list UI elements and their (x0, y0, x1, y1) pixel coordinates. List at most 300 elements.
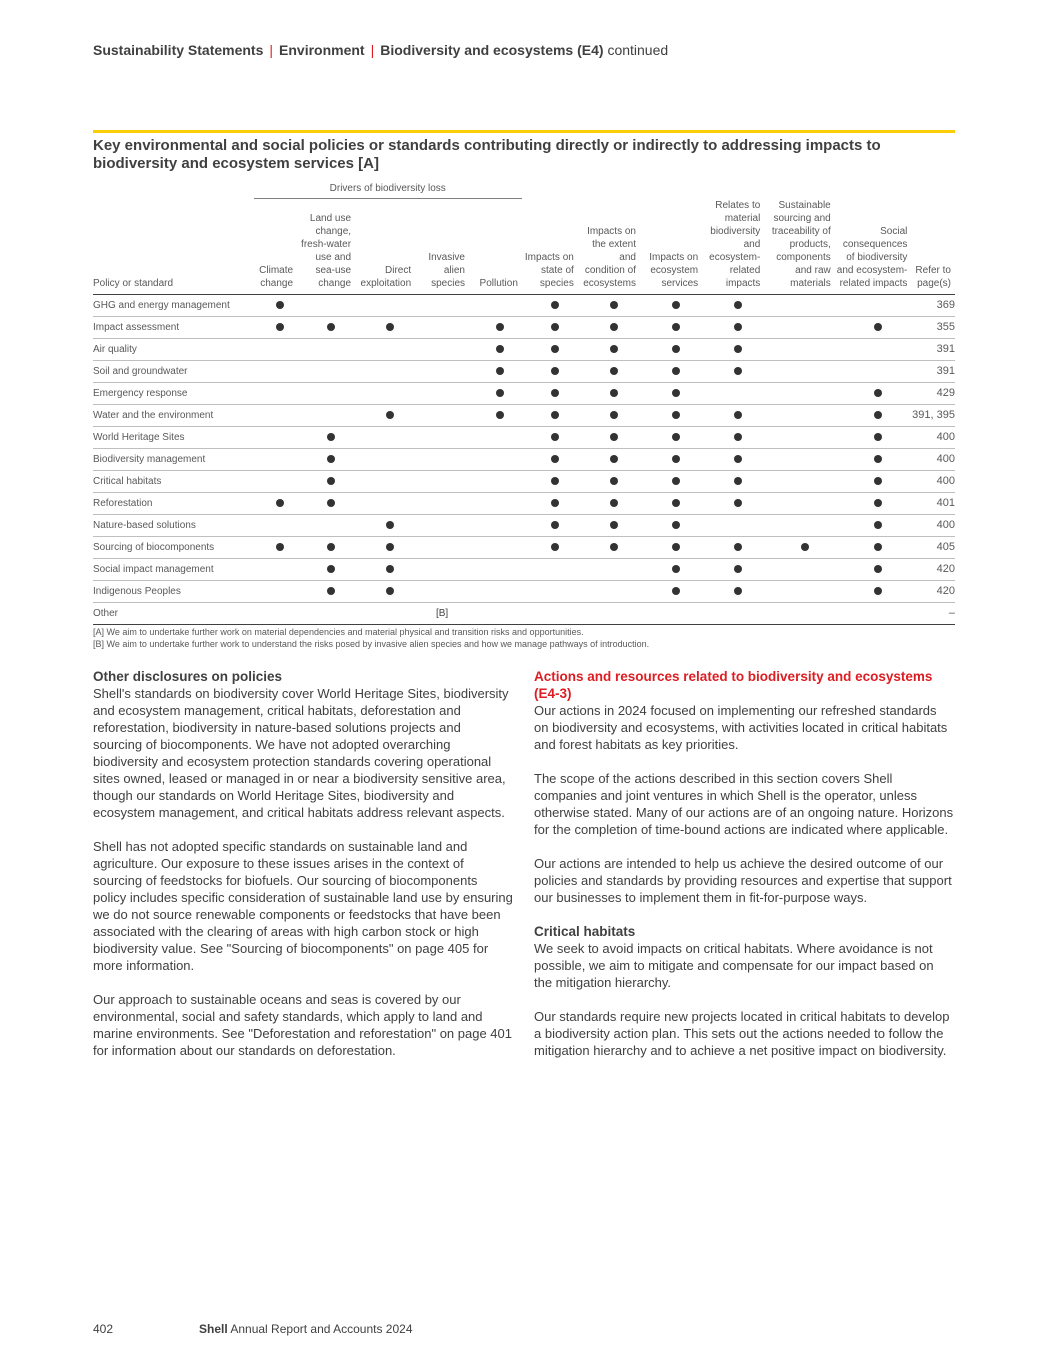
table-cell (640, 316, 702, 338)
table-cell (415, 514, 469, 536)
bullet-dot-icon (551, 521, 559, 529)
table-cell (469, 514, 522, 536)
table-cell (835, 536, 912, 558)
bullet-dot-icon (672, 433, 680, 441)
table-cell (297, 448, 355, 470)
bullet-dot-icon (874, 499, 882, 507)
bullet-dot-icon (386, 411, 394, 419)
table-cell (297, 404, 355, 426)
bullet-dot-icon (327, 433, 335, 441)
table-cell (415, 294, 469, 316)
table-cell (578, 382, 640, 404)
table-cell (355, 470, 415, 492)
page-reference: 391 (911, 360, 955, 382)
page-reference: 355 (911, 316, 955, 338)
table-cell (764, 558, 834, 580)
table-cell (835, 580, 912, 602)
table-cell (522, 558, 578, 580)
bullet-dot-icon (874, 587, 882, 595)
bullet-dot-icon (327, 587, 335, 595)
table-cell (297, 294, 355, 316)
table-cell (469, 426, 522, 448)
table-cell (522, 580, 578, 602)
breadcrumb-continued: continued (607, 42, 669, 58)
bullet-dot-icon (874, 521, 882, 529)
brand-name: Shell (199, 1322, 228, 1336)
bullet-dot-icon (551, 543, 559, 551)
table-cell (522, 536, 578, 558)
bullet-dot-icon (610, 521, 618, 529)
page-reference: 401 (911, 492, 955, 514)
paragraph: Our actions are intended to help us achieve the desired outcome of our policies and standards by providing resources and expertise that support our businesses to implement them in fit-for-purpose ways. (534, 856, 952, 905)
policy-name: Sourcing of biocomponents (93, 536, 254, 558)
table-cell (702, 492, 764, 514)
bullet-dot-icon (386, 565, 394, 573)
table-title: Key environmental and social policies or standards contributing directly or indirectly to addressing impacts to biodiversity and ecosystem services [A] (93, 137, 881, 172)
table-cell (702, 316, 764, 338)
table-cell (702, 470, 764, 492)
table-cell (522, 492, 578, 514)
table-cell (469, 382, 522, 404)
table-cell (297, 558, 355, 580)
table-cell (640, 294, 702, 316)
table-cell (254, 470, 298, 492)
bullet-dot-icon (672, 565, 680, 573)
bullet-dot-icon (734, 323, 742, 331)
table-cell (469, 536, 522, 558)
page-reference: 420 (911, 558, 955, 580)
table-cell (764, 382, 834, 404)
table-cell (522, 426, 578, 448)
table-cell (415, 470, 469, 492)
bullet-dot-icon (551, 301, 559, 309)
table-cell (764, 360, 834, 382)
column-header: Direct exploitation (355, 199, 415, 295)
section-heading-policies: Other disclosures on policies (93, 669, 283, 684)
table-row (93, 558, 955, 580)
paragraph: Our standards require new projects located in critical habitats to develop a biodiversity action plan. This sets out the actions needed to follow the mitigation hierarchy and to achieve a net positive impact on biodiversity. (534, 1009, 950, 1058)
bullet-dot-icon (874, 433, 882, 441)
bullet-dot-icon (386, 587, 394, 595)
table-cell (522, 448, 578, 470)
table-row (93, 514, 955, 536)
policy-name: Other (93, 602, 254, 624)
table-cell (702, 536, 764, 558)
table-cell (469, 602, 522, 624)
table-cell (415, 360, 469, 382)
bullet-dot-icon (551, 499, 559, 507)
column-header: Relates to material biodiversity and ecosystem-related impacts (702, 199, 764, 295)
table-cell (764, 338, 834, 360)
breadcrumb-separator: | (370, 42, 375, 58)
bullet-dot-icon (610, 477, 618, 485)
policies-table (93, 182, 955, 625)
page-reference: 400 (911, 448, 955, 470)
policy-name: Air quality (93, 338, 254, 360)
page-reference: 400 (911, 426, 955, 448)
policy-name: Soil and groundwater (93, 360, 254, 382)
column-header: Invasive alien species (415, 199, 469, 295)
footnote-a: [A] We aim to undertake further work on material dependencies and material physical and transition risks and opportunities. (93, 627, 584, 637)
table-cell (702, 448, 764, 470)
table-cell (415, 580, 469, 602)
table-cell (415, 382, 469, 404)
table-cell (764, 426, 834, 448)
table-cell (702, 602, 764, 624)
table-cell (640, 580, 702, 602)
table-cell (254, 338, 298, 360)
table-cell (415, 536, 469, 558)
table-cell (764, 448, 834, 470)
table-cell (297, 602, 355, 624)
bullet-dot-icon (551, 433, 559, 441)
policy-name: Critical habitats (93, 470, 254, 492)
table-cell (640, 514, 702, 536)
table-row (93, 580, 955, 602)
table-cell (254, 316, 298, 338)
table-cell (702, 338, 764, 360)
table-cell (640, 338, 702, 360)
bullet-dot-icon (551, 477, 559, 485)
table-cell (469, 492, 522, 514)
bullet-dot-icon (327, 455, 335, 463)
table-cell (254, 294, 298, 316)
table-cell (578, 360, 640, 382)
table-cell (578, 338, 640, 360)
table-cell (702, 404, 764, 426)
page-reference: 400 (911, 470, 955, 492)
table-cell (522, 382, 578, 404)
table-row (93, 470, 955, 492)
table-cell (355, 426, 415, 448)
table-cell (254, 602, 298, 624)
bullet-dot-icon (801, 543, 809, 551)
bullet-dot-icon (276, 301, 284, 309)
table-cell (355, 580, 415, 602)
table-cell (640, 492, 702, 514)
column-header: Refer to page(s) (911, 199, 955, 295)
table-cell (355, 294, 415, 316)
table-cell (578, 470, 640, 492)
table-cell (254, 580, 298, 602)
table-cell (640, 536, 702, 558)
table-cell (835, 602, 912, 624)
bullet-dot-icon (672, 345, 680, 353)
table-cell (415, 558, 469, 580)
table-cell (522, 294, 578, 316)
policy-name: Emergency response (93, 382, 254, 404)
table-cell (578, 558, 640, 580)
column-header: Impacts on state of species (522, 199, 578, 295)
drivers-group-header: Drivers of biodiversity loss (254, 182, 522, 199)
table-cell (415, 492, 469, 514)
table-cell (254, 492, 298, 514)
table-cell (355, 492, 415, 514)
table-cell (297, 470, 355, 492)
bullet-dot-icon (734, 411, 742, 419)
table-cell (297, 492, 355, 514)
bullet-dot-icon (551, 455, 559, 463)
bullet-dot-icon (327, 323, 335, 331)
table-cell (835, 448, 912, 470)
table-cell (702, 514, 764, 536)
bullet-dot-icon (496, 389, 504, 397)
bullet-dot-icon (734, 587, 742, 595)
page-number: 402 (93, 1322, 114, 1336)
table-cell (469, 360, 522, 382)
table-row (93, 492, 955, 514)
breadcrumb-separator: | (269, 42, 274, 58)
bullet-dot-icon (734, 477, 742, 485)
paragraph: Our approach to sustainable oceans and seas is covered by our environmental, social and safety standards, which apply to land and marine environments. See "Deforestation and reforestation" on page 401 for information about our standards on deforestation. (93, 992, 512, 1058)
table-cell (835, 514, 912, 536)
bullet-dot-icon (551, 389, 559, 397)
table-row (93, 426, 955, 448)
table-cell (415, 404, 469, 426)
bullet-dot-icon (874, 565, 882, 573)
table-cell (254, 558, 298, 580)
bullet-dot-icon (672, 301, 680, 309)
table-cell (702, 580, 764, 602)
page-reference: 420 (911, 580, 955, 602)
table-cell (835, 316, 912, 338)
table-cell (254, 536, 298, 558)
right-column (534, 668, 954, 1076)
bullet-dot-icon (496, 345, 504, 353)
table-cell (297, 360, 355, 382)
report-title: Annual Report and Accounts 2024 (230, 1322, 413, 1336)
table-cell (355, 558, 415, 580)
table-cell (254, 514, 298, 536)
table-cell (355, 448, 415, 470)
table-cell (254, 382, 298, 404)
table-cell (835, 470, 912, 492)
table-cell (835, 382, 912, 404)
table-header-row (93, 199, 955, 295)
table-cell (355, 338, 415, 360)
paragraph: We seek to avoid impacts on critical habitats. Where avoidance is not possible, we aim to mitigate and compensate for our impact based on the mitigation hierarchy. (534, 941, 934, 990)
table-cell (297, 514, 355, 536)
table-cell (578, 426, 640, 448)
table-cell (469, 404, 522, 426)
bullet-dot-icon (734, 367, 742, 375)
table-cell (764, 580, 834, 602)
table-cell (355, 602, 415, 624)
bullet-dot-icon (386, 543, 394, 551)
page-reference: – (911, 602, 955, 624)
table-cell (469, 448, 522, 470)
table-cell (415, 426, 469, 448)
bullet-dot-icon (496, 323, 504, 331)
table-cell (640, 558, 702, 580)
table-cell (254, 426, 298, 448)
table-cell (469, 338, 522, 360)
page-reference: 391, 395 (911, 404, 955, 426)
policy-name: Biodiversity management (93, 448, 254, 470)
table-cell (578, 602, 640, 624)
bullet-dot-icon (276, 543, 284, 551)
bullet-dot-icon (610, 389, 618, 397)
table-cell (578, 316, 640, 338)
table-footnotes (93, 626, 955, 650)
bullet-dot-icon (551, 323, 559, 331)
table-cell (522, 470, 578, 492)
table-cell (835, 558, 912, 580)
table-cell (764, 514, 834, 536)
bullet-dot-icon (610, 455, 618, 463)
table-row (93, 338, 955, 360)
policy-name: Social impact management (93, 558, 254, 580)
table-cell (640, 448, 702, 470)
bullet-dot-icon (672, 477, 680, 485)
table-cell (415, 316, 469, 338)
bullet-dot-icon (610, 543, 618, 551)
bullet-dot-icon (610, 411, 618, 419)
table-cell (522, 360, 578, 382)
table-cell (522, 602, 578, 624)
table-cell (254, 448, 298, 470)
policy-name: Impact assessment (93, 316, 254, 338)
policy-name: Indigenous Peoples (93, 580, 254, 602)
bullet-dot-icon (276, 499, 284, 507)
bullet-dot-icon (327, 499, 335, 507)
bullet-dot-icon (672, 587, 680, 595)
bullet-dot-icon (386, 521, 394, 529)
bullet-dot-icon (610, 323, 618, 331)
breadcrumb-sustainability[interactable]: Sustainability Statements (93, 42, 264, 58)
table-cell (355, 404, 415, 426)
bullet-dot-icon (672, 455, 680, 463)
page-reference: 369 (911, 294, 955, 316)
table-cell (578, 492, 640, 514)
left-column (93, 668, 513, 1076)
table-cell (578, 536, 640, 558)
table-cell (415, 448, 469, 470)
table-cell (640, 404, 702, 426)
table-cell (578, 448, 640, 470)
column-header: Sustainable sourcing and traceability of products, components and raw materials (764, 199, 834, 295)
paragraph: Our actions in 2024 focused on implementing our refreshed standards on biodiversity and ecosystems, with activities located in critical habitats and forest habitats as key priorities. (534, 703, 948, 752)
column-header: Impacts on the extent and condition of ecosystems (578, 199, 640, 295)
table-row (93, 602, 955, 624)
table-cell (835, 338, 912, 360)
bullet-dot-icon (610, 499, 618, 507)
table-cell (254, 360, 298, 382)
table-cell (415, 602, 469, 624)
breadcrumb-environment[interactable]: Environment (279, 42, 365, 58)
table-row (93, 360, 955, 382)
bullet-dot-icon (734, 565, 742, 573)
table-cell (469, 470, 522, 492)
table-cell (764, 602, 834, 624)
bullet-dot-icon (610, 433, 618, 441)
table-cell (469, 316, 522, 338)
paragraph: The scope of the actions described in this section covers Shell companies and joint ventures in which Shell is the operator, unless otherwise stated. Many of our actions are of an ongoing nature. Horizons for the completion of time-bound actions are indicated where applicable. (534, 771, 954, 837)
breadcrumb (93, 42, 668, 58)
table-cell (355, 316, 415, 338)
table-cell (764, 404, 834, 426)
table-cell (297, 316, 355, 338)
table-cell (764, 492, 834, 514)
bullet-dot-icon (734, 433, 742, 441)
bullet-dot-icon (734, 301, 742, 309)
table-cell (640, 360, 702, 382)
breadcrumb-biodiversity[interactable]: Biodiversity and ecosystems (E4) (380, 42, 604, 58)
table-cell (355, 360, 415, 382)
policy-name: Reforestation (93, 492, 254, 514)
column-header: Land use change, fresh-water use and sea-use change (297, 199, 355, 295)
table-cell (764, 294, 834, 316)
bullet-dot-icon (734, 345, 742, 353)
bullet-dot-icon (734, 543, 742, 551)
table-cell (578, 404, 640, 426)
column-header: Climate change (254, 199, 298, 295)
table-cell (702, 360, 764, 382)
bullet-dot-icon (874, 543, 882, 551)
bullet-dot-icon (672, 389, 680, 397)
table-cell (640, 426, 702, 448)
column-header: Impacts on ecosystem services (640, 199, 702, 295)
table-cell (835, 426, 912, 448)
table-cell (355, 536, 415, 558)
bullet-dot-icon (734, 455, 742, 463)
table-cell (297, 338, 355, 360)
report-name (199, 1322, 413, 1336)
footnote-ref: [B] (435, 607, 449, 619)
table-cell (355, 382, 415, 404)
bullet-dot-icon (672, 543, 680, 551)
bullet-dot-icon (874, 323, 882, 331)
table-row (93, 536, 955, 558)
bullet-dot-icon (672, 323, 680, 331)
table-cell (835, 360, 912, 382)
table-cell (702, 382, 764, 404)
bullet-dot-icon (874, 389, 882, 397)
table-row (93, 294, 955, 316)
table-cell (764, 470, 834, 492)
section-heading-actions: Actions and resources related to biodiversity and ecosystems (E4-3) (534, 669, 933, 701)
bullet-dot-icon (672, 367, 680, 375)
table-cell (640, 470, 702, 492)
table-cell (297, 536, 355, 558)
bullet-dot-icon (496, 367, 504, 375)
footnote-b: [B] We aim to undertake further work to understand the risks posed by invasive alien species and how we manage pathways of introduction. (93, 639, 650, 649)
table-cell (355, 514, 415, 536)
table-row (93, 316, 955, 338)
bullet-dot-icon (551, 411, 559, 419)
bullet-dot-icon (327, 543, 335, 551)
table-cell (578, 580, 640, 602)
page-reference: 405 (911, 536, 955, 558)
table-cell (702, 558, 764, 580)
column-header: Social consequences of biodiversity and ecosystem-related impacts (835, 199, 912, 295)
table-cell (522, 338, 578, 360)
table-cell (578, 294, 640, 316)
table-cell (702, 426, 764, 448)
bullet-dot-icon (874, 477, 882, 485)
table-row (93, 382, 955, 404)
table-cell (835, 294, 912, 316)
bullet-dot-icon (327, 477, 335, 485)
bullet-dot-icon (386, 323, 394, 331)
table-cell (297, 426, 355, 448)
bullet-dot-icon (672, 499, 680, 507)
bullet-dot-icon (672, 411, 680, 419)
table-cell (764, 536, 834, 558)
bullet-dot-icon (276, 323, 284, 331)
table-cell (469, 558, 522, 580)
bullet-dot-icon (874, 455, 882, 463)
